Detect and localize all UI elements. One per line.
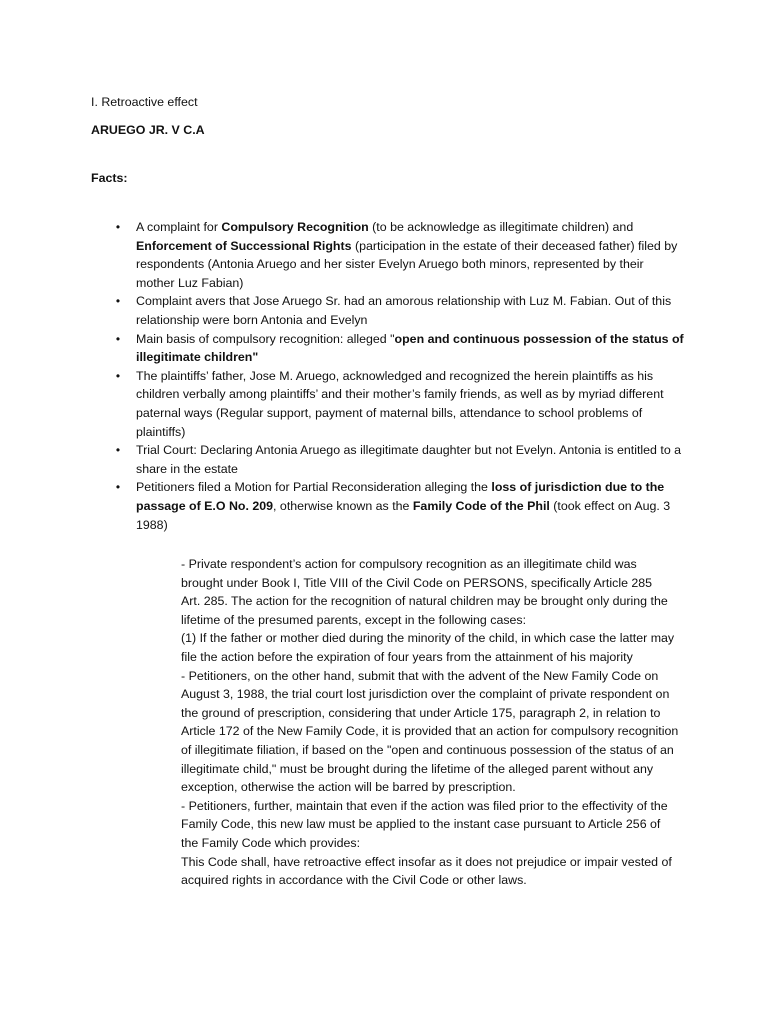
fact-item	[115, 478, 684, 534]
fact-text: Trial Court: Declaring Antonia Aruego as illegitimate daughter but not Evelyn. Antonia is entitled to a share in the estate	[136, 443, 682, 476]
fact-text: Petitioners filed a Motion for Partial Reconsideration alleging the	[136, 480, 492, 495]
fact-text: A complaint for	[136, 220, 222, 234]
fact-emphasis: Compulsory Recognition	[221, 220, 369, 234]
fact-text: (participation in the estate of their deceased father) filed by respondents (Antonia Aruego and her sister Evelyn Aruego both minors, represented by their mother Luz Fabian)	[136, 238, 678, 290]
fact-item	[115, 330, 684, 367]
fact-item	[115, 441, 684, 478]
fact-emphasis: Enforcement of Successional Rights	[136, 238, 352, 253]
fact-item	[115, 292, 684, 329]
facts-label: Facts:	[91, 171, 128, 185]
quoted-arguments-block	[181, 555, 681, 890]
bullet-icon: •	[115, 443, 121, 458]
bullet-icon: •	[115, 368, 121, 383]
quote-paragraph: - Petitioners, further, maintain that even if the action was filed prior to the effectivity of the Family Code, this new law must be applied to the instant case pursuant to Article 256 of the Family Code which provides:	[181, 798, 668, 850]
bullet-icon: •	[115, 331, 121, 346]
fact-text: Complaint avers that Jose Aruego Sr. had an amorous relationship with Luz M. Fabian. Out of this relationship were born Antonia and Evelyn	[136, 294, 672, 327]
quote-paragraph: (1) If the father or mother died during the minority of the child, in which case the latter may file the action before the expiration of four years from the attainment of his majority	[181, 631, 675, 664]
section-heading: I. Retroactive effect	[91, 95, 198, 109]
quote-paragraph: - Petitioners, on the other hand, submit that with the advent of the New Family Code on August 3, 1988, the trial court lost jurisdiction over the complaint of private respondent on the ground of prescription, considering that under Article 175, paragraph 2, in relation to Article 172 of the New Family Code, it is provided that an action for compulsory recognition of illegitimate filiation, if based on the "open and continuous possession of the status of an illegitimate child," must be brought during the lifetime of the alleged parent without any exception, otherwise the action will be barred by prescription.	[181, 668, 679, 795]
bullet-icon: •	[115, 294, 121, 309]
fact-item	[115, 218, 684, 292]
fact-text: Main basis of compulsory recognition: alleged "	[136, 331, 395, 346]
quote-paragraph: Art. 285. The action for the recognition of natural children may be brought only during the lifetime of the presumed parents, except in the following cases:	[181, 594, 668, 627]
bullet-icon: •	[115, 480, 121, 495]
fact-emphasis: Family Code of the Phil	[412, 498, 550, 513]
fact-text: , otherwise known as the	[273, 498, 413, 513]
quote-paragraph: - Private respondent’s action for compulsory recognition as an illegitimate child was brought under Book I, Title VIII of the Civil Code on PERSONS, specifically Article 285	[181, 557, 653, 590]
fact-text: (to be acknowledge as illegitimate children) and	[368, 220, 634, 234]
case-title: ARUEGO JR. V C.A	[91, 123, 205, 137]
fact-item	[115, 367, 684, 441]
quote-paragraph: This Code shall, have retroactive effect insofar as it does not prejudice or impair vested of acquired rights in accordance with the Civil Code or other laws.	[181, 854, 672, 888]
fact-emphasis: open and continuous possession of the status of illegitimate children"	[136, 331, 684, 365]
fact-emphasis: loss of jurisdiction due to the passage of E.O No. 209	[136, 480, 665, 513]
bullet-icon: •	[115, 220, 121, 234]
fact-text: The plaintiffs’ father, Jose M. Aruego, acknowledged and recognized the herein plaintiffs as his children verbally among plaintiffs’ and their mother’s family friends, as well as by myriad different paternal ways (Regular support, payment of maternal bills, attendance to school problems of plaintiffs)	[136, 368, 664, 439]
facts-list	[115, 218, 684, 534]
fact-text: (took effect on Aug. 3 1988)	[136, 498, 671, 532]
